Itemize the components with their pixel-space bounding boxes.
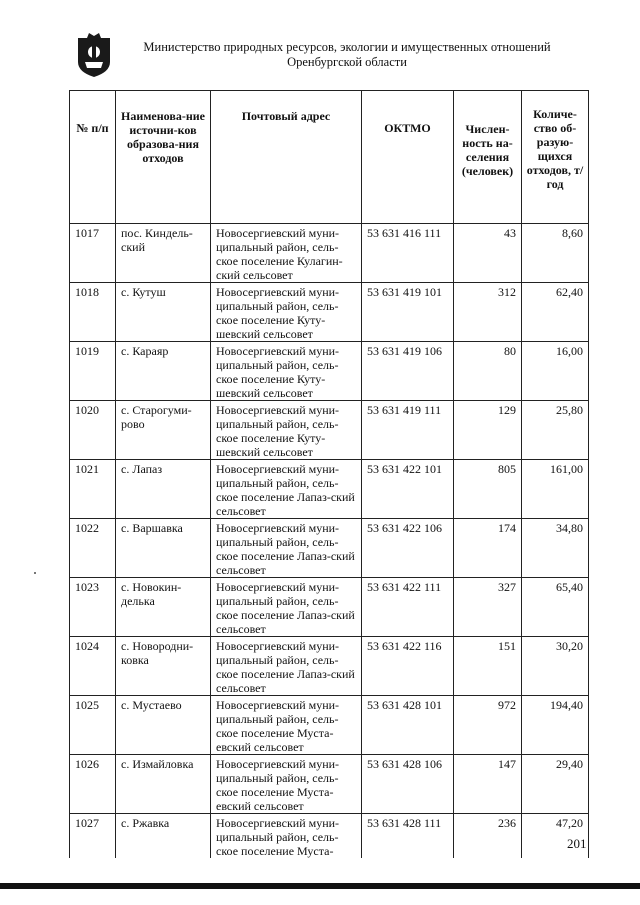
source-name: пос. Киндель-ский xyxy=(116,224,211,283)
oktmo-code: 53 631 428 111 xyxy=(362,814,454,859)
row-number: 1018 xyxy=(70,283,116,342)
waste-amount: 25,80 xyxy=(522,401,589,460)
table-row xyxy=(70,460,589,519)
oktmo-code: 53 631 422 111 xyxy=(362,578,454,637)
source-name: с. Старогуми-рово xyxy=(116,401,211,460)
row-number: 1020 xyxy=(70,401,116,460)
row-number: 1019 xyxy=(70,342,116,401)
population: 43 xyxy=(454,224,522,283)
postal-address: Новосергиевский муни-ципальный район, сель-ское поселение Лапаз-ский сельсовет xyxy=(211,460,362,519)
source-name: с. Измайловка xyxy=(116,755,211,814)
row-number: 1026 xyxy=(70,755,116,814)
postal-address: Новосергиевский муни-ципальный район, сель-ское поселение Лапаз-ский сельсовет xyxy=(211,578,362,637)
column-header-waste-amount: Количе-ство об-разую-щихся отходов, т/год xyxy=(522,91,589,224)
table-row xyxy=(70,696,589,755)
source-name: с. Новородни-ковка xyxy=(116,637,211,696)
table-header-row xyxy=(70,91,589,224)
population: 312 xyxy=(454,283,522,342)
population: 129 xyxy=(454,401,522,460)
source-name: с. Кутуш xyxy=(116,283,211,342)
waste-amount: 161,00 xyxy=(522,460,589,519)
source-name: с. Варшавка xyxy=(116,519,211,578)
row-number: 1022 xyxy=(70,519,116,578)
waste-amount: 8,60 xyxy=(522,224,589,283)
waste-amount: 47,20 xyxy=(522,814,589,859)
column-header-population: Числен-ность на-селения (человек) xyxy=(454,91,522,224)
oktmo-code: 53 631 419 111 xyxy=(362,401,454,460)
waste-sources-table xyxy=(69,90,589,858)
coat-of-arms-icon xyxy=(74,32,114,78)
waste-amount: 16,00 xyxy=(522,342,589,401)
row-number: 1027 xyxy=(70,814,116,859)
column-header-source-name: Наименова-ние источни-ков образова-ния отходов xyxy=(116,91,211,224)
waste-amount: 29,40 xyxy=(522,755,589,814)
postal-address: Новосергиевский муни-ципальный район, сель-ское поселение Куту-шевский сельсовет xyxy=(211,342,362,401)
waste-amount: 62,40 xyxy=(522,283,589,342)
region-name: Оренбургской области xyxy=(287,55,407,69)
postal-address: Новосергиевский муни-ципальный район, сель-ское поселение Лапаз-ский сельсовет xyxy=(211,519,362,578)
population: 236 xyxy=(454,814,522,859)
table-row xyxy=(70,814,589,859)
postal-address: Новосергиевский муни-ципальный район, сель-ское поселение Куту-шевский сельсовет xyxy=(211,283,362,342)
table-row xyxy=(70,283,589,342)
population: 80 xyxy=(454,342,522,401)
postal-address: Новосергиевский муни-ципальный район, сель-ское поселение Муста-евский сельсовет xyxy=(211,696,362,755)
oktmo-code: 53 631 422 106 xyxy=(362,519,454,578)
postal-address: Новосергиевский муни-ципальный район, сель-ское поселение Лапаз-ский сельсовет xyxy=(211,637,362,696)
oktmo-code: 53 631 428 106 xyxy=(362,755,454,814)
column-header-oktmo: ОКТМО xyxy=(362,91,454,224)
source-name: с. Ржавка xyxy=(116,814,211,859)
row-number: 1021 xyxy=(70,460,116,519)
row-number: 1017 xyxy=(70,224,116,283)
oktmo-code: 53 631 419 101 xyxy=(362,283,454,342)
oktmo-code: 53 631 428 101 xyxy=(362,696,454,755)
waste-amount: 194,40 xyxy=(522,696,589,755)
population: 151 xyxy=(454,637,522,696)
table-row xyxy=(70,519,589,578)
source-name: с. Мустаево xyxy=(116,696,211,755)
source-name: с. Лапаз xyxy=(116,460,211,519)
oktmo-code: 53 631 416 111 xyxy=(362,224,454,283)
oktmo-code: 53 631 422 101 xyxy=(362,460,454,519)
oktmo-code: 53 631 419 106 xyxy=(362,342,454,401)
scan-speck xyxy=(34,572,36,574)
ministry-name: Министерство природных ресурсов, экологии и имущественных отношений xyxy=(143,40,551,54)
column-header-number: № п/п xyxy=(70,91,116,224)
population: 972 xyxy=(454,696,522,755)
waste-amount: 34,80 xyxy=(522,519,589,578)
population: 327 xyxy=(454,578,522,637)
postal-address: Новосергиевский муни-ципальный район, сель-ское поселение Кулагин-ский сельсовет xyxy=(211,224,362,283)
table-row xyxy=(70,755,589,814)
bottom-rule xyxy=(0,883,640,889)
source-name: с. Новокин-делька xyxy=(116,578,211,637)
table-row xyxy=(70,637,589,696)
population: 174 xyxy=(454,519,522,578)
postal-address: Новосергиевский муни-ципальный район, сель-ское поселение Куту-шевский сельсовет xyxy=(211,401,362,460)
population: 147 xyxy=(454,755,522,814)
postal-address: Новосергиевский муни-ципальный район, сель-ское поселение Муста- xyxy=(211,814,362,859)
table-row xyxy=(70,224,589,283)
page-number: 201 xyxy=(567,836,587,851)
population: 805 xyxy=(454,460,522,519)
row-number: 1023 xyxy=(70,578,116,637)
table-row xyxy=(70,401,589,460)
row-number: 1024 xyxy=(70,637,116,696)
waste-amount: 30,20 xyxy=(522,637,589,696)
postal-address: Новосергиевский муни-ципальный район, сель-ское поселение Муста-евский сельсовет xyxy=(211,755,362,814)
column-header-postal-address: Почтовый адрес xyxy=(211,91,362,224)
table-row xyxy=(70,578,589,637)
waste-amount: 65,40 xyxy=(522,578,589,637)
ministry-header xyxy=(122,40,572,70)
row-number: 1025 xyxy=(70,696,116,755)
table-row xyxy=(70,342,589,401)
source-name: с. Караяр xyxy=(116,342,211,401)
oktmo-code: 53 631 422 116 xyxy=(362,637,454,696)
